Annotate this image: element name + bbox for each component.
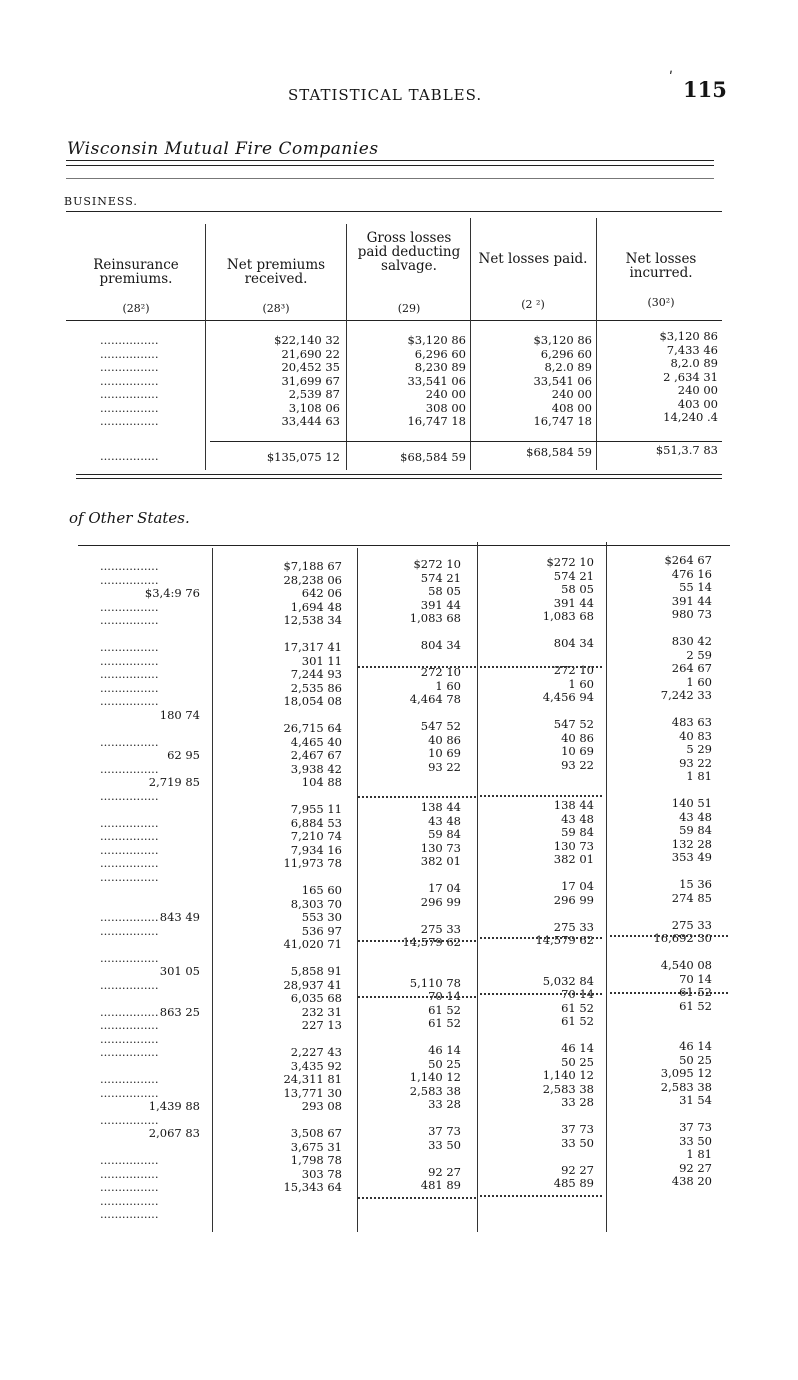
table2-gross-losses: $272 10 574 21 58 05 391 44 1,083 68 804 34 272 10 1 60 4,464 78 547 52 40 86 10 69 93 22 138 44 43 48 59 84 130 73 382 01 17 04 296 99 275 33 14,579 62 5,110 78 70 14 61 52 61 52 46 14 50 25 1,140 12 2,583 38 33 28 37 73 33 50 92 27 481 89 <box>402 557 461 1192</box>
col-header-net-premiums: Net premiums received. <box>226 257 326 287</box>
table2-dot-filler-4 <box>480 795 602 797</box>
table2-vline-3 <box>477 542 478 1232</box>
table2-leader-dots: ................ ................ ................ ................ ................ ................ ................ ................ ................ ................ ................ ................ ................ ................ ................ ................ ................ ................ ................ ................ ................ ................ ................ ................ ................ ................ ................ ................ ................ ................ ................ ................ ................ <box>100 559 159 1221</box>
col-number-gross-losses: (29) <box>397 302 421 315</box>
table1-gross-losses: $3,120 86 6,296 60 8,230 89 33,541 06 240 00 308 00 16,747 18 <box>407 333 466 428</box>
table2-net-premiums: $7,188 67 28,238 06 642 06 1,694 48 12,538 34 17,317 41 301 11 7,244 93 2,535 86 18,054 08 26,715 64 4,465 40 2,467 67 3,938 42 104 88 7,955 11 6,884 53 7,210 74 7,934 16 11,973 78 165 60 8,303 70 553 30 536 97 41,020 71 5,858 91 28,937 41 6,035 68 232 31 227 13 2,227 43 3,435 92 24,311 81 13,771 30 293 08 3,508 67 3,675 31 1,798 78 303 78 15,343 64 <box>283 559 342 1194</box>
table2-dot-filler-12 <box>480 1195 602 1197</box>
table1-vline-4 <box>596 218 597 470</box>
table1-leader-dots: ................ ................ ................ ................ ................ ................ ................ <box>100 333 159 428</box>
col-header-gross-losses: Gross losses paid deducting salvage. <box>357 230 461 274</box>
table2-dot-filler-11 <box>358 1197 476 1199</box>
table1-vline-3 <box>470 218 471 470</box>
table2-reinsurance: $3,4:9 76 180 74 62 95 2,719 85 843 49 301 05 863 25 1,439 88 2,067 83 <box>144 586 200 1140</box>
table2-dot-filler-10 <box>610 992 728 994</box>
table2-net-losses-incurred: $264 67 476 16 55 14 391 44 980 73 830 42 2 59 264 67 1 60 7,242 33 483 63 40 83 5 29 93 22 1 81 140 51 43 48 59 84 132 28 353 49 15 36 274 85 275 33 16,692 30 4,540 08 70 14 61 52 61 52 46 14 50 25 3,095 12 2,583 38 31 54 37 73 33 50 1 81 92 27 438 20 <box>653 553 712 1188</box>
running-head: STATISTICAL TABLES. <box>288 86 483 104</box>
table1-net-losses-incurred: $3,120 86 7,433 46 8,2.0 89 2 ,634 31 240 00 403 00 14,240 .4 <box>659 329 718 424</box>
rule-thin <box>66 178 714 179</box>
table1-vline-2 <box>346 224 347 470</box>
table1-total-net-premiums: $135,075 12 <box>266 450 340 464</box>
table1-header-rule <box>66 320 722 321</box>
table2-dot-filler-5 <box>358 940 476 942</box>
double-rule-top-2 <box>66 165 714 166</box>
table1-net-premiums: $22,140 32 21,690 22 20,452 35 31,699 67 2,539 87 3,108 06 33,444 63 <box>274 333 340 428</box>
double-rule-top <box>66 160 714 161</box>
table2-dot-filler-3 <box>358 796 476 798</box>
table1-net-losses-paid: $3,120 86 6,296 60 8,2.0 89 33,541 06 240 00 408 00 16,747 18 <box>533 333 592 428</box>
col-number-net-losses-incurred: (30²) <box>647 296 675 309</box>
table2-dot-filler-8 <box>358 996 476 998</box>
table1-total-net-losses-paid: $68,584 59 <box>526 445 592 459</box>
table1-total-rule <box>210 441 722 442</box>
table2-dot-filler-7 <box>610 935 728 937</box>
page-number: 115 <box>683 77 727 102</box>
table2-dot-filler-1 <box>358 666 476 668</box>
table2-vline-4 <box>606 542 607 1232</box>
table1-top-rule <box>66 211 722 212</box>
table2-dot-filler-9 <box>480 993 602 995</box>
section-title: Wisconsin Mutual Fire Companies <box>67 139 379 159</box>
table1-total-net-losses-incurred: $51,3.7 83 <box>655 443 718 457</box>
table1-total-leader: ................ <box>100 449 159 463</box>
table2-top-rule <box>78 545 730 546</box>
tick-mark: ʹ <box>669 70 673 86</box>
table2-net-losses-paid: $272 10 574 21 58 05 391 44 1,083 68 804 34 272 10 1 60 4,456 94 547 52 40 86 10 69 93 22 138 44 43 48 59 84 130 73 382 01 17 04 296 99 275 33 14,579 62 5,032 84 70 14 61 52 61 52 46 14 50 25 1,140 12 2,583 38 33 28 37 73 33 50 92 27 485 89 <box>535 555 594 1190</box>
subheading-other-states: of Other States. <box>69 509 190 527</box>
col-number-net-losses-paid: (2 ²) <box>521 298 545 311</box>
col-header-net-losses-incurred: Net losses incurred. <box>625 251 697 281</box>
table2-dot-filler-6 <box>480 937 602 939</box>
subheading-business: BUSINESS. <box>64 195 138 208</box>
table1-total-gross-losses: $68,584 59 <box>400 450 466 464</box>
col-header-net-losses-paid: Net losses paid. <box>478 251 588 267</box>
table2-dot-filler-2 <box>480 666 602 668</box>
col-number-net-premiums: (28³) <box>262 302 290 315</box>
col-number-reinsurance: (28²) <box>122 302 150 315</box>
table1-bottom-rule <box>76 474 722 475</box>
col-header-reinsurance: Reinsurance premiums. <box>93 257 179 287</box>
table1-bottom-rule-2 <box>76 478 722 479</box>
table2-vline-1 <box>212 548 213 1232</box>
